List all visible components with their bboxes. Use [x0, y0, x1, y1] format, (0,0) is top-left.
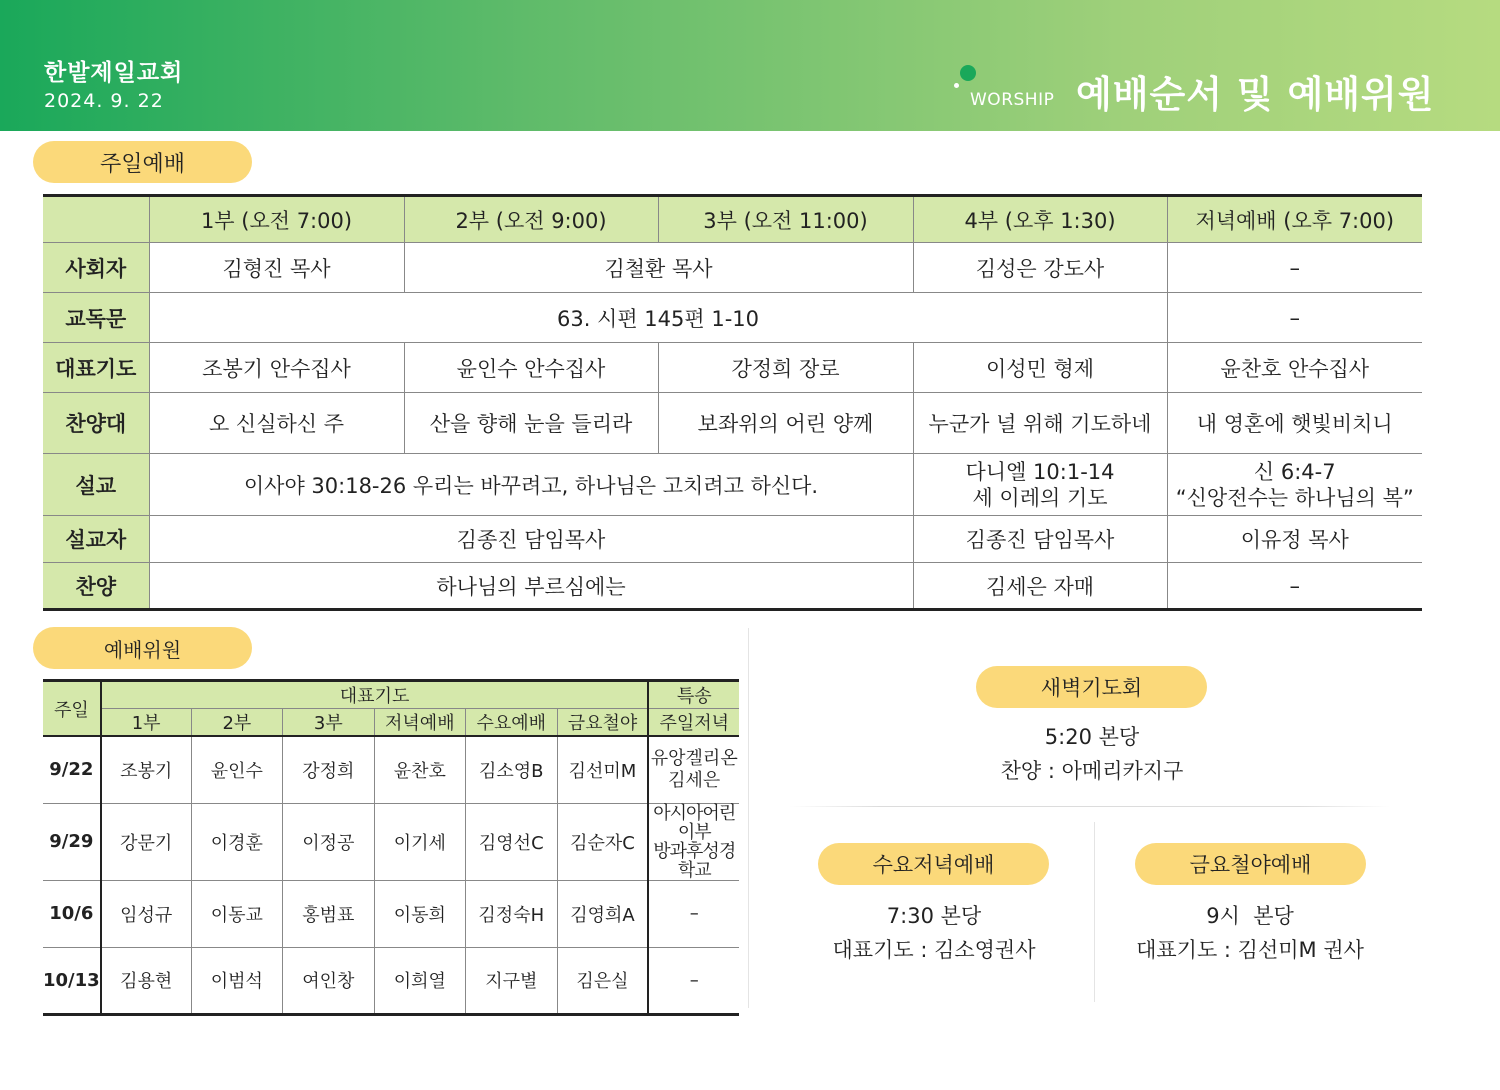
- sermon-scripture: 신 6:4-7: [1253, 459, 1336, 484]
- row-header: 설교: [43, 454, 149, 516]
- ushers-table: [43, 679, 739, 1016]
- sermon-title: 세 이레의 기도: [972, 485, 1108, 510]
- table-cell: 김종진 담임목사: [149, 516, 913, 563]
- row-header: 사회자: [43, 243, 149, 293]
- table-cell: 윤인수 안수집사: [404, 343, 658, 393]
- table-row: [43, 454, 1422, 516]
- row-header: 교독문: [43, 293, 149, 343]
- dawn-prayer-praise: 찬양 : 아메리카지구: [1000, 759, 1184, 783]
- column-header: 금요철야: [557, 709, 648, 737]
- table-cell: 임성규: [101, 880, 191, 947]
- table-cell: 김철환 목사: [404, 243, 913, 293]
- section-divider: [790, 806, 1390, 807]
- column-header: 1부 (오전 7:00): [149, 196, 404, 243]
- table-cell: 이희열: [374, 947, 465, 1014]
- column-header: 저녁예배 (오후 7:00): [1167, 196, 1422, 243]
- table-row: [43, 563, 1422, 610]
- dawn-prayer-place: 5:20 본당: [1044, 725, 1140, 749]
- table-row: [43, 343, 1422, 393]
- wednesday-service-label: 수요저녁예배: [818, 843, 1049, 885]
- bulletin-date: 2024. 9. 22: [44, 90, 164, 112]
- table-cell: –: [1167, 563, 1422, 610]
- table-cell: 이사야 30:18-26 우리는 바꾸려고, 하나님은 고치려고 하신다.: [149, 454, 913, 516]
- table-cell: 김영선C: [466, 803, 557, 880]
- date-column-header: 주일: [43, 681, 101, 737]
- prayer-group-header: 대표기도: [101, 681, 649, 709]
- table-cell: 김소영B: [466, 736, 557, 803]
- wednesday-service-place: 7:30 본당: [886, 904, 982, 928]
- table-row: [43, 736, 739, 803]
- table-cell: 누군가 널 위해 기도하네: [913, 393, 1167, 454]
- table-cell: 이정공: [283, 803, 374, 880]
- table-row: [43, 293, 1422, 343]
- table-cell: [1167, 454, 1422, 516]
- table-cell: 김세은 자매: [913, 563, 1167, 610]
- table-cell: 김종진 담임목사: [913, 516, 1167, 563]
- special-song-line: 유앙겔리온: [650, 747, 738, 769]
- table-cell: 이유정 목사: [1167, 516, 1422, 563]
- table-row: [43, 243, 1422, 293]
- column-header: 3부 (오전 11:00): [658, 196, 913, 243]
- table-cell: 하나님의 부르심에는: [149, 563, 913, 610]
- table-cell: 이동희: [374, 880, 465, 947]
- table-cell: 이기세: [374, 803, 465, 880]
- row-date: 10/6: [43, 880, 101, 947]
- special-song-line: 아시아어린이부: [653, 802, 736, 843]
- worship-label-en: WORSHIP: [970, 90, 1055, 110]
- table-cell: –: [648, 947, 739, 1014]
- sermon-title: “신앙전수는 하나님의 복”: [1175, 485, 1414, 510]
- table-cell: 오 신실하신 주: [149, 393, 404, 454]
- table-cell: 보좌위의 어린 양께: [658, 393, 913, 454]
- special-song-line: 김세은: [668, 769, 721, 791]
- column-header: 주일저녁: [648, 709, 739, 737]
- column-header: 1부: [101, 709, 191, 737]
- table-cell: 강정희: [283, 736, 374, 803]
- worship-small-dot-icon: [954, 83, 959, 88]
- table-header-row: [43, 709, 739, 737]
- table-cell: 이동교: [191, 880, 282, 947]
- table-cell: 조봉기: [101, 736, 191, 803]
- row-header: 설교자: [43, 516, 149, 563]
- wednesday-service-prayer: 대표기도 : 김소영권사: [832, 938, 1036, 962]
- special-song-line: 방과후성경학교: [653, 840, 736, 881]
- row-date: 9/29: [43, 803, 101, 880]
- table-cell: 조봉기 안수집사: [149, 343, 404, 393]
- table-header-corner: [43, 196, 149, 243]
- table-cell: –: [648, 880, 739, 947]
- table-cell: –: [1167, 243, 1422, 293]
- table-cell: 김형진 목사: [149, 243, 404, 293]
- special-group-header: 특송: [648, 681, 739, 709]
- column-header: 2부: [191, 709, 282, 737]
- column-header: 저녁예배: [374, 709, 465, 737]
- table-cell: 김선미M: [557, 736, 648, 803]
- ushers-label: 예배위원: [33, 627, 252, 669]
- table-header-row: [43, 196, 1422, 243]
- table-cell: 이경훈: [191, 803, 282, 880]
- section-divider: [1094, 822, 1095, 1002]
- table-cell: 윤찬호 안수집사: [1167, 343, 1422, 393]
- row-date: 9/22: [43, 736, 101, 803]
- sunday-worship-label: 주일예배: [33, 141, 252, 183]
- table-row: [43, 947, 739, 1014]
- worship-dot-icon: [960, 65, 976, 81]
- table-cell: 김용현: [120, 971, 173, 992]
- friday-service-info: [1100, 899, 1400, 967]
- table-cell: [648, 803, 739, 880]
- row-header: 찬양: [43, 563, 149, 610]
- table-cell: 윤찬호: [374, 736, 465, 803]
- table-cell: 김순자C: [557, 803, 648, 880]
- column-header: 4부 (오후 1:30): [913, 196, 1167, 243]
- table-cell: 산을 향해 눈을 들리라: [404, 393, 658, 454]
- church-name: 한밭제일교회: [44, 60, 184, 86]
- table-header-row: [43, 681, 739, 709]
- page-header: [0, 0, 1500, 131]
- table-cell: 김성은 강도사: [913, 243, 1167, 293]
- dawn-prayer-info: [940, 720, 1244, 788]
- friday-service-place: 9시 본당: [1206, 904, 1294, 928]
- table-cell: 홍범표: [283, 880, 374, 947]
- table-cell: 이성민 형제: [913, 343, 1167, 393]
- table-cell: 강정희 장로: [658, 343, 913, 393]
- table-row: [43, 880, 739, 947]
- sermon-scripture: 다니엘 10:1-14: [965, 459, 1115, 484]
- table-row: [43, 803, 739, 880]
- table-cell: 내 영혼에 햇빛비치니: [1167, 393, 1422, 454]
- table-cell: 지구별: [466, 947, 557, 1014]
- row-header: 찬양대: [43, 393, 149, 454]
- table-cell: [913, 454, 1167, 516]
- table-cell: 여인창: [283, 947, 374, 1014]
- table-cell: 이범석: [191, 947, 282, 1014]
- column-header: 3부: [283, 709, 374, 737]
- wednesday-service-info: [784, 899, 1084, 967]
- row-date: 10/13: [43, 947, 101, 1014]
- column-header: 2부 (오전 9:00): [404, 196, 658, 243]
- row-header: 대표기도: [43, 343, 149, 393]
- table-cell: 윤인수: [191, 736, 282, 803]
- section-divider: [748, 628, 749, 1008]
- table-row: [43, 393, 1422, 454]
- table-row: [43, 516, 1422, 563]
- column-header: 수요예배: [466, 709, 557, 737]
- sunday-worship-table: [43, 194, 1422, 611]
- table-cell: 김정숙H: [466, 880, 557, 947]
- friday-service-prayer: 대표기도 : 김선미M 권사: [1136, 938, 1364, 962]
- table-cell: 김은실: [557, 947, 648, 1014]
- table-cell: [648, 736, 739, 803]
- table-cell: –: [1167, 293, 1422, 343]
- page-title: 예배순서 및 예배위원: [1076, 73, 1435, 116]
- friday-service-label: 금요철야예배: [1135, 843, 1366, 885]
- dawn-prayer-label: 새벽기도회: [976, 666, 1207, 708]
- table-cell: 강문기: [101, 803, 191, 880]
- table-cell: 63. 시편 145편 1-10: [149, 293, 1167, 343]
- table-cell: 김영희A: [557, 880, 648, 947]
